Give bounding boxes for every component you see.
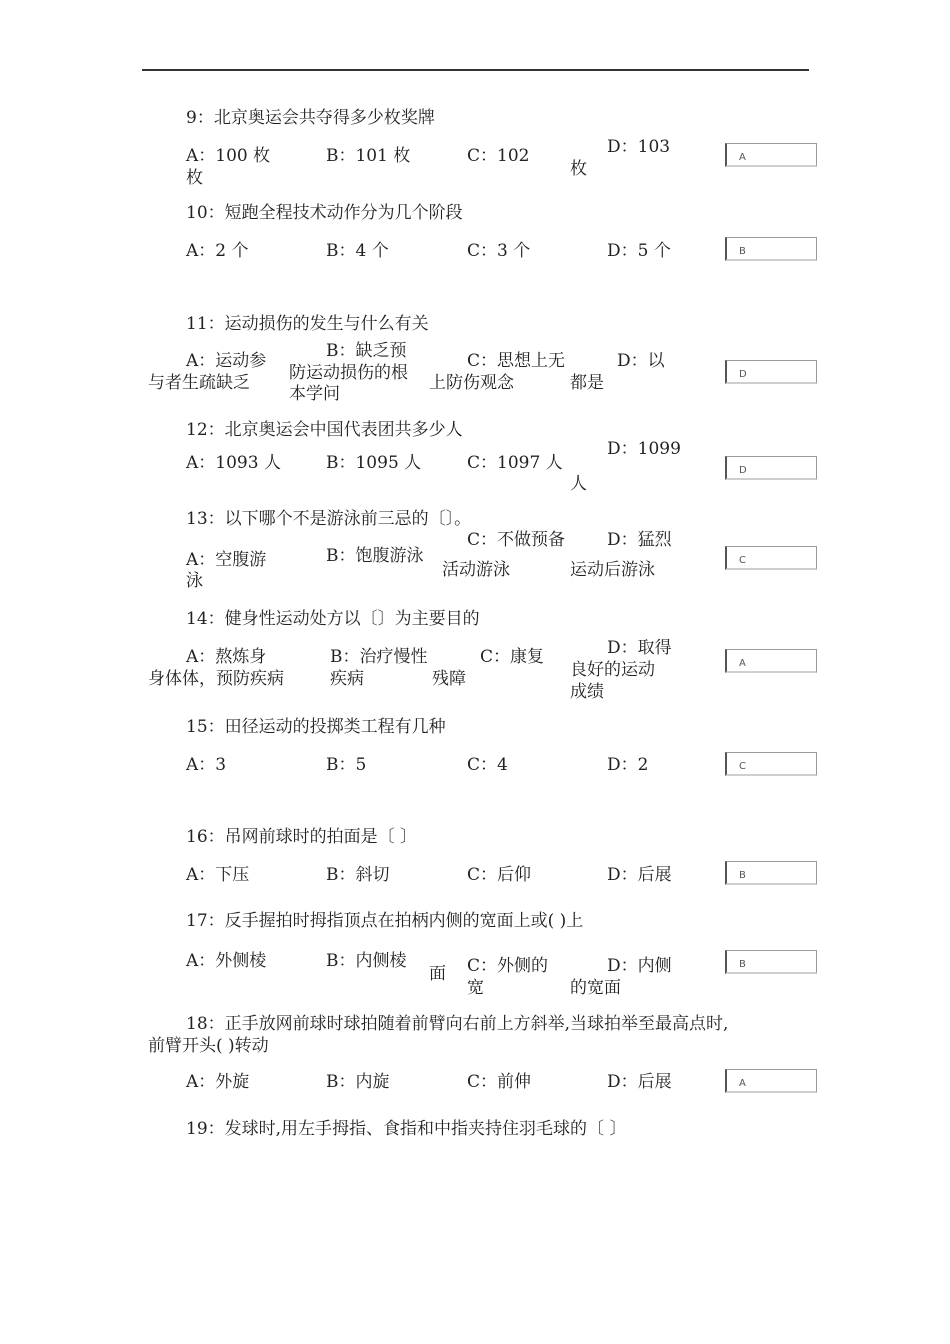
option-d: D：猛烈 xyxy=(607,530,672,550)
option-c: C：康复 xyxy=(480,647,545,667)
option-d: D：取得 xyxy=(607,638,672,658)
header-rule xyxy=(142,69,809,71)
option-b: B：101 枚 xyxy=(326,146,411,166)
option-d: D：1099 xyxy=(607,439,681,459)
answer-field[interactable]: D xyxy=(725,456,817,480)
option-b: B：饱腹游泳 xyxy=(326,546,424,566)
option-a: A：100 枚 xyxy=(186,146,271,166)
option-b: B：内旋 xyxy=(326,1072,390,1092)
option-d: D：内侧 xyxy=(607,956,672,976)
option-c: C：思想上无 xyxy=(467,351,566,371)
question-11: 11：运动损伤的发生与什么有关 xyxy=(186,314,429,334)
question-10: 10：短跑全程技术动作分为几个阶段 xyxy=(186,203,463,223)
question-16: 16：吊网前球时的拍面是〔 〕 xyxy=(186,827,418,847)
answer-field[interactable]: C xyxy=(725,546,817,570)
question-12: 12：北京奥运会中国代表团共多少人 xyxy=(186,420,463,440)
option-d-cont: 人 xyxy=(570,474,587,494)
option-a: A：2 个 xyxy=(186,241,249,261)
question-14: 14：健身性运动处方以〔〕为主要目的 xyxy=(186,609,480,629)
option-d: D：后展 xyxy=(607,865,672,885)
option-c: C：1097 人 xyxy=(467,453,563,473)
option-c: C：前伸 xyxy=(467,1072,532,1092)
answer-field[interactable]: C xyxy=(725,752,817,776)
answer-field[interactable]: A xyxy=(725,649,817,673)
option-d-cont: 的宽面 xyxy=(570,978,621,998)
option-c-cont: 枚 xyxy=(570,159,587,179)
question-15: 15：田径运动的投掷类工程有几种 xyxy=(186,717,446,737)
option-a-cont: 身体体，预防疾病 xyxy=(148,669,284,689)
option-a: A：1093 人 xyxy=(186,453,281,473)
option-c-cont: 残障 xyxy=(432,669,466,689)
option-d: D：103 xyxy=(607,137,671,157)
option-d-cont2: 成绩 xyxy=(570,682,604,702)
option-a: A：3 xyxy=(186,755,227,775)
option-a-cont: 与者生疏缺乏 xyxy=(148,373,250,393)
option-b: B：5 xyxy=(326,755,367,775)
option-d: D：5 个 xyxy=(607,241,671,261)
option-c: C：3 个 xyxy=(467,241,531,261)
option-b: B：缺乏预 xyxy=(326,341,407,361)
option-b: B：治疗慢性 xyxy=(330,647,428,667)
question-17: 17：反手握拍时拇指顶点在拍柄内侧的宽面上或( )上 xyxy=(186,911,584,931)
option-a: A：下压 xyxy=(186,865,250,885)
option-a: A：外侧棱 xyxy=(186,951,267,971)
answer-field[interactable]: B xyxy=(725,950,817,974)
option-d-cont: 都是 xyxy=(570,373,604,393)
question-13: 13：以下哪个不是游泳前三忌的〔〕。 xyxy=(186,509,472,529)
option-a-cont: 泳 xyxy=(186,571,203,591)
option-b: B：4 个 xyxy=(326,241,389,261)
option-d: D：2 xyxy=(607,755,649,775)
option-a: A：空腹游 xyxy=(186,550,267,570)
question-18: 18：正手放网前球时球拍随着前臂向右前上方斜举,当球拍举至最高点时, xyxy=(186,1014,729,1034)
option-d: D：后展 xyxy=(607,1072,672,1092)
answer-field[interactable]: D xyxy=(725,360,817,384)
option-d-cont: 良好的运动 xyxy=(570,660,655,680)
question-19: 19：发球时,用左手拇指、食指和中指夹持住羽毛球的〔 〕 xyxy=(186,1119,627,1139)
option-b: B：内侧棱 xyxy=(326,951,407,971)
option-b: B：1095 人 xyxy=(326,453,422,473)
answer-field[interactable]: A xyxy=(725,143,817,167)
option-b: B：斜切 xyxy=(326,865,390,885)
option-a: A：熬炼身 xyxy=(186,647,267,667)
option-c-cont: 上防伤观念 xyxy=(429,373,514,393)
option-a: A：运动参 xyxy=(186,351,267,371)
option-b-cont: 疾病 xyxy=(330,669,364,689)
option-c: C：4 xyxy=(467,755,508,775)
option-c: C：不做预备 xyxy=(467,530,566,550)
answer-field[interactable]: A xyxy=(725,1069,817,1093)
option-b-cont: 防运动损伤的根 xyxy=(289,363,408,383)
option-c: C：后仰 xyxy=(467,865,532,885)
option-c: C：外侧的 xyxy=(467,956,549,976)
answer-field[interactable]: B xyxy=(725,237,817,261)
option-a: A：外旋 xyxy=(186,1072,250,1092)
option-c: C：102 xyxy=(467,146,530,166)
option-a-cont: 枚 xyxy=(186,168,203,188)
option-c-cont: 宽 xyxy=(467,978,484,998)
question-18-cont: 前臂开头( )转动 xyxy=(148,1036,269,1056)
option-c-prefix: 面 xyxy=(429,964,446,984)
option-c-cont: 活动游泳 xyxy=(442,560,510,580)
option-d-cont: 运动后游泳 xyxy=(570,560,655,580)
option-b-cont2: 本学问 xyxy=(289,384,340,404)
question-9: 9：北京奥运会共夺得多少枚奖牌 xyxy=(186,108,435,128)
option-d: D：以 xyxy=(617,351,665,371)
answer-field[interactable]: B xyxy=(725,861,817,885)
